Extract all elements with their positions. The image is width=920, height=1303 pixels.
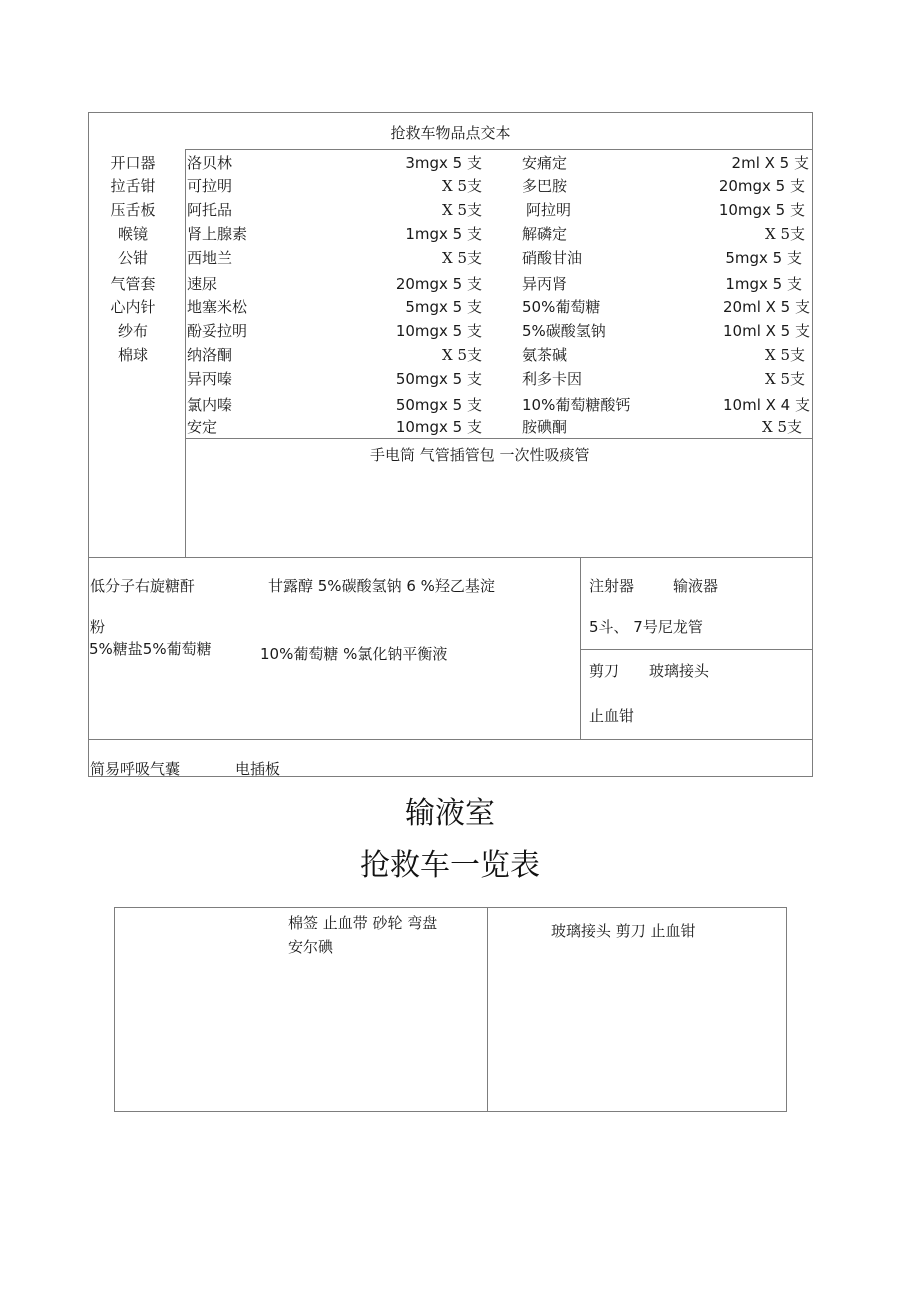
drug-name: 可拉明 [187,177,233,195]
drug-dose: X 5支 [442,249,482,267]
table2-right-line1: 玻璃接头 剪刀 止血钳 [551,922,696,940]
drug-dose: 10mgx 5 支 [395,322,482,340]
fluids-line3a: 5%糖盐5%葡萄糖 [89,640,212,658]
drug-dose: 2ml X 5 支 [731,154,809,172]
drug-dose: 10ml X 5 支 [723,322,810,340]
fluids-line3b: 10%葡萄糖 %氯化钠平衡液 [260,645,448,663]
supplies-scissors: 剪刀 [589,662,620,680]
drug-dose: 1mgx 5 支 [405,225,482,243]
fluids-line1b: 甘露醇 5%碳酸氢钠 6 %羟乙基淀 [268,577,495,595]
drug-name: 多巴胺 [522,177,568,195]
table1-border-left [88,112,89,777]
heading-title: 抢救车一览表 [360,848,540,883]
table1-drugs-bottom [185,438,813,439]
table1-equipment-divider [185,149,186,558]
drug-name: 阿拉明 [526,201,572,219]
equipment-item: 心内针 [110,298,156,316]
footer-power-strip: 电插板 [235,760,281,778]
table2-column-divider [487,907,488,1112]
drug-name: 安痛定 [522,154,568,172]
fluids-line2: 粉 [90,618,106,636]
drug-name: 西地兰 [187,249,233,267]
drug-dose: X 5支 [442,201,482,219]
drug-dose: 1mgx 5 支 [725,275,802,293]
drug-name: 胺碘酮 [522,418,568,436]
equipment-item: 压舌板 [110,201,156,219]
fluids-line1a: 低分子右旋糖酐 [90,577,196,595]
equipment-item: 气管套 [110,275,156,293]
table1-section-divider [88,557,813,558]
drug-name: 异丙肾 [522,275,568,293]
equipment-item: 棉球 [117,346,148,364]
table2-border-bottom [114,1111,787,1112]
drug-name: 硝酸甘油 [522,249,583,267]
tools-line: 手电筒 气管插管包 一次性吸痰管 [370,446,590,464]
table1-footer-divider [88,739,813,740]
drug-dose: 10mgx 5 支 [395,418,482,436]
footer-bag-valve: 简易呼吸气囊 [90,760,181,778]
drug-name: 肾上腺素 [187,225,248,243]
drug-dose: 20ml X 5 支 [723,298,810,316]
drug-name: 50%葡萄糖 [522,298,601,316]
drug-name: 安定 [187,418,218,436]
drug-name: 异丙嗪 [187,370,233,388]
table2-border-right [786,907,787,1112]
drug-name: 解磷定 [522,225,568,243]
drug-name: 酚妥拉明 [187,322,248,340]
drug-dose: X 5支 [765,346,805,364]
drug-dose: 20mgx 5 支 [718,177,805,195]
drug-name: 洛贝林 [187,154,233,172]
drug-dose: 5mgx 5 支 [725,249,802,267]
drug-name: 利多卡因 [522,370,583,388]
table1-border-top [88,112,813,113]
drug-name: 地塞米松 [187,298,248,316]
drug-name: 氨茶碱 [522,346,568,364]
table2-border-left [114,907,115,1112]
supplies-hemostat: 止血钳 [589,707,635,725]
drug-dose: X 5支 [762,418,802,436]
drug-dose: 10mgx 5 支 [718,201,805,219]
table1-border-bottom [88,776,813,777]
supplies-catheter: 5斗、 7号尼龙管 [589,618,703,636]
drug-name: 纳洛酮 [187,346,233,364]
drug-dose: 50mgx 5 支 [395,396,482,414]
drug-dose: X 5支 [442,177,482,195]
drug-name: 氯内嗪 [187,396,233,414]
drug-dose: 50mgx 5 支 [395,370,482,388]
drug-dose: 10ml X 4 支 [723,396,810,414]
drug-dose: X 5支 [765,225,805,243]
equipment-item: 公钳 [117,249,148,267]
table1-border-right [812,112,813,777]
equipment-item: 拉舌钳 [110,177,156,195]
table2-left-line1: 棉签 止血带 砂轮 弯盘 [288,914,438,932]
table1-title: 抢救车物品点交本 [390,124,511,142]
table2-left-line2: 安尔碘 [288,938,334,956]
drug-name: 阿托品 [187,201,233,219]
drug-name: 速尿 [187,275,218,293]
equipment-item: 纱布 [117,322,148,340]
drug-dose: 5mgx 5 支 [405,298,482,316]
drug-name: 5%碳酸氢钠 [522,322,606,340]
supplies-infusion-set: 输液器 [673,577,719,595]
supplies-glass-connector: 玻璃接头 [649,662,710,680]
heading-room: 输液室 [405,796,495,831]
equipment-item: 开口器 [110,154,156,172]
supplies-syringe: 注射器 [589,577,635,595]
drug-dose: 3mgx 5 支 [405,154,482,172]
equipment-item: 喉镜 [117,225,148,243]
drug-name: 10%葡萄糖酸钙 [522,396,631,414]
drug-dose: 20mgx 5 支 [395,275,482,293]
table1-title-divider [185,149,813,150]
drug-dose: X 5支 [442,346,482,364]
drug-dose: X 5支 [765,370,805,388]
table2-border-top [114,907,787,908]
table1-supplies-divider [580,649,813,650]
